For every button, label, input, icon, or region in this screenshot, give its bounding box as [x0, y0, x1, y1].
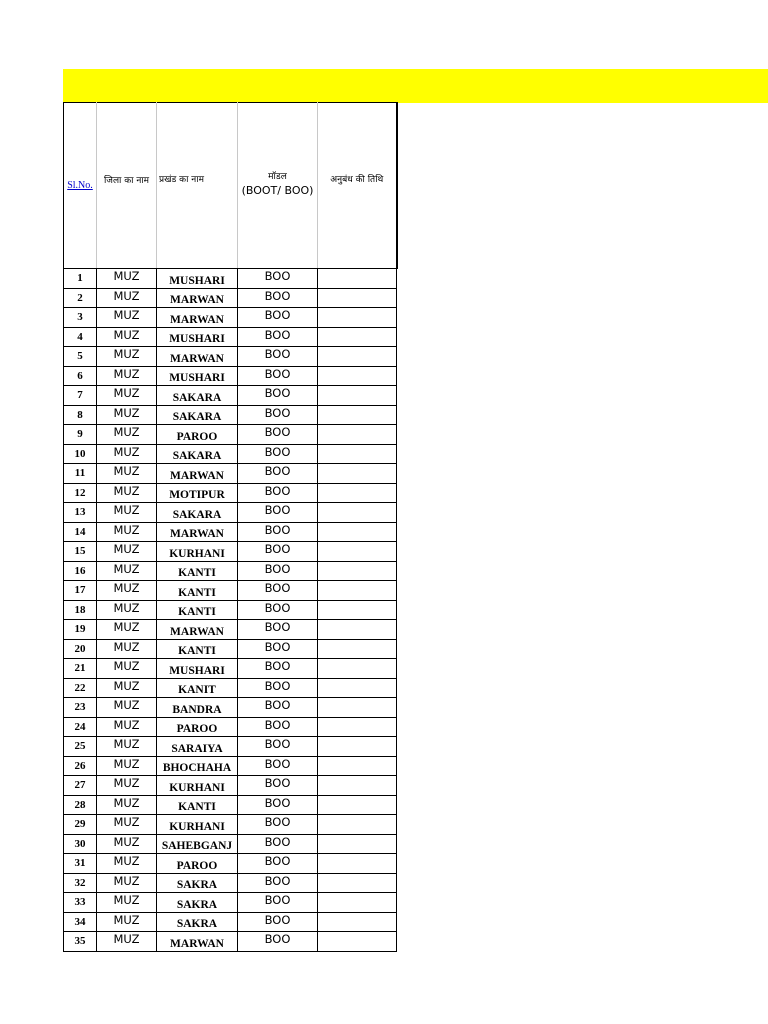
block-cell[interactable]: SAKARA — [157, 503, 238, 523]
header-model-label: मॉडल — [268, 171, 287, 182]
block-cell[interactable]: SAKRA — [157, 893, 238, 913]
model-cell[interactable]: BOO — [238, 366, 318, 386]
model-cell[interactable]: BOO — [238, 659, 318, 679]
agreement-date-cell[interactable] — [318, 483, 397, 503]
sl-no-cell[interactable]: 11 — [64, 464, 97, 484]
model-cell[interactable]: BOO — [238, 483, 318, 503]
table-row — [64, 464, 397, 484]
block-cell[interactable]: SAKRA — [157, 912, 238, 932]
block-cell[interactable]: KURHANI — [157, 815, 238, 835]
block-cell[interactable]: MUSHARI — [157, 269, 238, 289]
model-cell[interactable]: BOO — [238, 834, 318, 854]
model-cell[interactable]: BOO — [238, 932, 318, 952]
block-cell[interactable]: MARWAN — [157, 288, 238, 308]
model-cell[interactable]: BOO — [238, 464, 318, 484]
model-cell[interactable]: BOO — [238, 698, 318, 718]
district-cell[interactable]: MUZ — [97, 639, 157, 659]
sl-no-cell[interactable]: 21 — [64, 659, 97, 679]
district-cell[interactable]: MUZ — [97, 464, 157, 484]
agreement-date-cell[interactable] — [318, 288, 397, 308]
sl-no-link[interactable]: Sl.No. — [67, 179, 93, 191]
block-cell[interactable]: SAKARA — [157, 444, 238, 464]
district-cell[interactable]: MUZ — [97, 366, 157, 386]
district-cell[interactable]: MUZ — [97, 425, 157, 445]
model-cell[interactable]: BOO — [238, 600, 318, 620]
model-cell[interactable]: BOO — [238, 620, 318, 640]
district-cell[interactable]: MUZ — [97, 912, 157, 932]
district-cell[interactable]: MUZ — [97, 347, 157, 367]
sl-no-cell[interactable]: 13 — [64, 503, 97, 523]
sl-no-cell[interactable]: 32 — [64, 873, 97, 893]
district-cell[interactable]: MUZ — [97, 659, 157, 679]
agreement-date-cell[interactable] — [318, 581, 397, 601]
district-cell[interactable]: MUZ — [97, 561, 157, 581]
block-cell[interactable]: MARWAN — [157, 522, 238, 542]
table-row — [64, 912, 397, 932]
sl-no-cell[interactable]: 1 — [64, 269, 97, 289]
block-cell[interactable]: KANTI — [157, 639, 238, 659]
table-row — [64, 483, 397, 503]
table-row — [64, 620, 397, 640]
table-row — [64, 581, 397, 601]
agreement-date-cell[interactable] — [318, 308, 397, 328]
agreement-date-cell[interactable] — [318, 717, 397, 737]
district-cell[interactable]: MUZ — [97, 444, 157, 464]
header-model-sub-label: (BOOT/ BOO) — [241, 183, 314, 197]
district-cell[interactable]: MUZ — [97, 327, 157, 347]
model-cell[interactable]: BOO — [238, 854, 318, 874]
sl-no-cell[interactable]: 24 — [64, 717, 97, 737]
sl-no-cell[interactable]: 8 — [64, 405, 97, 425]
table-row — [64, 288, 397, 308]
agreement-date-cell[interactable] — [318, 756, 397, 776]
sl-no-cell[interactable]: 7 — [64, 386, 97, 406]
sl-no-cell[interactable]: 34 — [64, 912, 97, 932]
table-row — [64, 522, 397, 542]
table-row — [64, 854, 397, 874]
district-cell[interactable]: MUZ — [97, 795, 157, 815]
model-cell[interactable]: BOO — [238, 639, 318, 659]
district-cell[interactable]: MUZ — [97, 405, 157, 425]
block-cell[interactable]: KANTI — [157, 600, 238, 620]
sl-no-cell[interactable]: 23 — [64, 698, 97, 718]
block-cell[interactable]: SAKARA — [157, 405, 238, 425]
header-sl-no[interactable] — [64, 103, 97, 269]
model-cell[interactable]: BOO — [238, 327, 318, 347]
table-body — [64, 269, 397, 952]
sl-no-cell[interactable]: 26 — [64, 756, 97, 776]
model-cell[interactable]: BOO — [238, 347, 318, 367]
agreement-date-cell[interactable] — [318, 269, 397, 289]
block-cell[interactable]: PAROO — [157, 717, 238, 737]
sl-no-cell[interactable]: 27 — [64, 776, 97, 796]
district-cell[interactable]: MUZ — [97, 620, 157, 640]
block-cell[interactable]: KANIT — [157, 678, 238, 698]
district-cell[interactable]: MUZ — [97, 503, 157, 523]
model-cell[interactable]: BOO — [238, 425, 318, 445]
table-row — [64, 873, 397, 893]
block-cell[interactable]: SAKRA — [157, 873, 238, 893]
district-cell[interactable]: MUZ — [97, 776, 157, 796]
header-row — [64, 103, 397, 269]
sl-no-cell[interactable]: 28 — [64, 795, 97, 815]
district-cell[interactable]: MUZ — [97, 756, 157, 776]
agreement-date-cell[interactable] — [318, 620, 397, 640]
model-cell[interactable]: BOO — [238, 678, 318, 698]
district-cell[interactable]: MUZ — [97, 308, 157, 328]
agreement-date-cell[interactable] — [318, 932, 397, 952]
header-model[interactable] — [238, 103, 318, 269]
sl-no-cell[interactable]: 2 — [64, 288, 97, 308]
table-row — [64, 405, 397, 425]
block-cell[interactable]: MOTIPUR — [157, 483, 238, 503]
district-cell[interactable]: MUZ — [97, 483, 157, 503]
table-row — [64, 893, 397, 913]
model-cell[interactable]: BOO — [238, 912, 318, 932]
table-row — [64, 366, 397, 386]
sl-no-cell[interactable]: 29 — [64, 815, 97, 835]
agreement-date-cell[interactable] — [318, 873, 397, 893]
table-row — [64, 795, 397, 815]
district-cell[interactable]: MUZ — [97, 873, 157, 893]
block-cell[interactable]: PAROO — [157, 425, 238, 445]
table-row — [64, 932, 397, 952]
table-row — [64, 698, 397, 718]
table-row — [64, 542, 397, 562]
table-row — [64, 776, 397, 796]
sl-no-cell[interactable]: 22 — [64, 678, 97, 698]
table-row — [64, 308, 397, 328]
district-cell[interactable]: MUZ — [97, 386, 157, 406]
block-cell[interactable]: KANTI — [157, 581, 238, 601]
data-table — [63, 102, 398, 952]
sl-no-cell[interactable]: 19 — [64, 620, 97, 640]
model-cell[interactable]: BOO — [238, 737, 318, 757]
table-row — [64, 815, 397, 835]
sl-no-cell[interactable]: 35 — [64, 932, 97, 952]
sl-no-cell[interactable]: 14 — [64, 522, 97, 542]
district-cell[interactable]: MUZ — [97, 698, 157, 718]
block-cell[interactable]: SAKARA — [157, 386, 238, 406]
block-cell[interactable]: MARWAN — [157, 464, 238, 484]
block-cell[interactable]: KANTI — [157, 561, 238, 581]
sl-no-cell[interactable]: 18 — [64, 600, 97, 620]
table-row — [64, 425, 397, 445]
block-cell[interactable]: MUSHARI — [157, 659, 238, 679]
model-cell[interactable]: BOO — [238, 405, 318, 425]
table-row — [64, 386, 397, 406]
agreement-date-cell[interactable] — [318, 600, 397, 620]
sl-no-cell[interactable]: 25 — [64, 737, 97, 757]
district-cell[interactable]: MUZ — [97, 834, 157, 854]
table-row — [64, 737, 397, 757]
agreement-date-cell[interactable] — [318, 795, 397, 815]
header-district-label: जिला का नाम — [103, 175, 150, 186]
table-row — [64, 561, 397, 581]
district-cell[interactable]: MUZ — [97, 522, 157, 542]
district-cell[interactable]: MUZ — [97, 600, 157, 620]
model-cell[interactable]: BOO — [238, 269, 318, 289]
block-cell[interactable]: KANTI — [157, 795, 238, 815]
block-cell[interactable]: SAHEBGANJ — [157, 834, 238, 854]
agreement-date-cell[interactable] — [318, 561, 397, 581]
table-row — [64, 756, 397, 776]
agreement-date-cell[interactable] — [318, 698, 397, 718]
sl-no-cell[interactable]: 31 — [64, 854, 97, 874]
table-row — [64, 503, 397, 523]
table-row — [64, 678, 397, 698]
model-cell[interactable]: BOO — [238, 288, 318, 308]
agreement-date-cell[interactable] — [318, 503, 397, 523]
sl-no-cell[interactable]: 15 — [64, 542, 97, 562]
agreement-date-cell[interactable] — [318, 678, 397, 698]
agreement-date-cell[interactable] — [318, 386, 397, 406]
block-cell[interactable]: MARWAN — [157, 932, 238, 952]
district-cell[interactable]: MUZ — [97, 854, 157, 874]
model-cell[interactable]: BOO — [238, 776, 318, 796]
model-cell[interactable]: BOO — [238, 308, 318, 328]
district-cell[interactable]: MUZ — [97, 288, 157, 308]
district-cell[interactable]: MUZ — [97, 893, 157, 913]
agreement-date-cell[interactable] — [318, 639, 397, 659]
sl-no-cell[interactable]: 30 — [64, 834, 97, 854]
agreement-date-cell[interactable] — [318, 815, 397, 835]
table-row — [64, 659, 397, 679]
header-block-name[interactable] — [157, 103, 238, 269]
district-cell[interactable]: MUZ — [97, 717, 157, 737]
sl-no-cell[interactable]: 20 — [64, 639, 97, 659]
table-row — [64, 717, 397, 737]
sl-no-cell[interactable]: 6 — [64, 366, 97, 386]
agreement-date-cell[interactable] — [318, 405, 397, 425]
model-cell[interactable]: BOO — [238, 795, 318, 815]
block-cell[interactable]: MARWAN — [157, 347, 238, 367]
table-row — [64, 639, 397, 659]
agreement-date-cell[interactable] — [318, 327, 397, 347]
table-row — [64, 269, 397, 289]
model-cell[interactable]: BOO — [238, 756, 318, 776]
agreement-date-cell[interactable] — [318, 366, 397, 386]
district-cell[interactable]: MUZ — [97, 542, 157, 562]
district-cell[interactable]: MUZ — [97, 932, 157, 952]
sl-no-cell[interactable]: 33 — [64, 893, 97, 913]
table-row — [64, 444, 397, 464]
sl-no-cell[interactable]: 10 — [64, 444, 97, 464]
table-row — [64, 834, 397, 854]
block-cell[interactable]: PAROO — [157, 854, 238, 874]
table-row — [64, 600, 397, 620]
sl-no-cell[interactable]: 16 — [64, 561, 97, 581]
title-banner — [63, 69, 768, 103]
district-cell[interactable]: MUZ — [97, 581, 157, 601]
agreement-date-cell[interactable] — [318, 893, 397, 913]
model-cell[interactable]: BOO — [238, 893, 318, 913]
header-agreement-date[interactable] — [318, 103, 397, 269]
model-cell[interactable]: BOO — [238, 503, 318, 523]
district-cell[interactable]: MUZ — [97, 678, 157, 698]
block-cell[interactable]: MUSHARI — [157, 327, 238, 347]
model-cell[interactable]: BOO — [238, 581, 318, 601]
agreement-date-cell[interactable] — [318, 464, 397, 484]
district-cell[interactable]: MUZ — [97, 269, 157, 289]
agreement-date-cell[interactable] — [318, 444, 397, 464]
sl-no-cell[interactable]: 9 — [64, 425, 97, 445]
block-cell[interactable]: MARWAN — [157, 308, 238, 328]
agreement-date-cell[interactable] — [318, 776, 397, 796]
table-row — [64, 347, 397, 367]
header-agreement-date-label: अनुबंध की तिथि — [330, 174, 384, 185]
block-cell[interactable]: KURHANI — [157, 776, 238, 796]
model-cell[interactable]: BOO — [238, 873, 318, 893]
sl-no-cell[interactable]: 4 — [64, 327, 97, 347]
agreement-date-cell[interactable] — [318, 659, 397, 679]
agreement-date-cell[interactable] — [318, 834, 397, 854]
block-cell[interactable]: MUSHARI — [157, 366, 238, 386]
sl-no-cell[interactable]: 3 — [64, 308, 97, 328]
block-cell[interactable]: SARAIYA — [157, 737, 238, 757]
header-district-name[interactable] — [97, 103, 157, 269]
agreement-date-cell[interactable] — [318, 912, 397, 932]
sl-no-cell[interactable]: 17 — [64, 581, 97, 601]
model-cell[interactable]: BOO — [238, 522, 318, 542]
model-cell[interactable]: BOO — [238, 444, 318, 464]
block-cell[interactable]: KURHANI — [157, 542, 238, 562]
agreement-date-cell[interactable] — [318, 542, 397, 562]
agreement-date-cell[interactable] — [318, 347, 397, 367]
district-cell[interactable]: MUZ — [97, 815, 157, 835]
sl-no-cell[interactable]: 12 — [64, 483, 97, 503]
model-cell[interactable]: BOO — [238, 542, 318, 562]
sl-no-cell[interactable]: 5 — [64, 347, 97, 367]
block-cell[interactable]: BANDRA — [157, 698, 238, 718]
header-block-label: प्रखंड का नाम — [159, 174, 204, 185]
agreement-date-cell[interactable] — [318, 425, 397, 445]
district-cell[interactable]: MUZ — [97, 737, 157, 757]
block-cell[interactable]: BHOCHAHA — [157, 756, 238, 776]
agreement-date-cell[interactable] — [318, 854, 397, 874]
agreement-date-cell[interactable] — [318, 522, 397, 542]
agreement-date-cell[interactable] — [318, 737, 397, 757]
block-cell[interactable]: MARWAN — [157, 620, 238, 640]
model-cell[interactable]: BOO — [238, 561, 318, 581]
model-cell[interactable]: BOO — [238, 717, 318, 737]
model-cell[interactable]: BOO — [238, 815, 318, 835]
model-cell[interactable]: BOO — [238, 386, 318, 406]
table-row — [64, 327, 397, 347]
